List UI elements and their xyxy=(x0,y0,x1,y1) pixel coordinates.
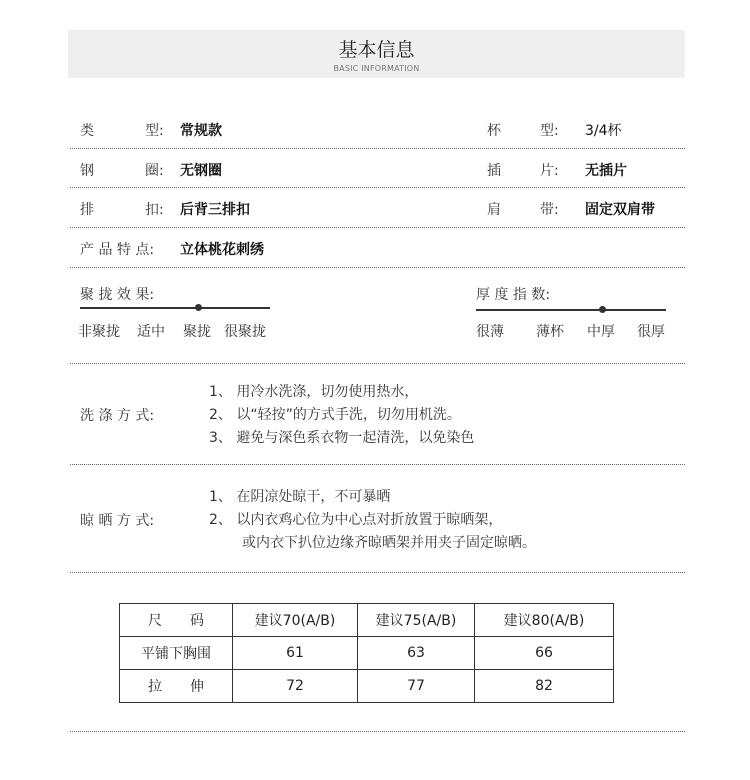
thickness-scale xyxy=(476,309,666,311)
spec-label: 肩 xyxy=(487,202,501,218)
spec-label: 型: xyxy=(145,123,164,139)
table-cell: 66 xyxy=(475,637,614,670)
spec-label: 钢 xyxy=(80,163,94,179)
scale-option: 非聚拢 xyxy=(78,324,120,340)
spec-label: 片: xyxy=(540,163,559,179)
scale-option: 很厚 xyxy=(637,324,665,340)
spec-value: 后背三排扣 xyxy=(180,202,250,218)
washing-line: 1、 用冷水洗涤，切勿使用热水， xyxy=(209,384,419,400)
divider xyxy=(70,227,685,228)
scale-option: 薄杯 xyxy=(536,324,564,340)
spec-label: 杯 xyxy=(487,123,501,139)
spec-label: 型: xyxy=(540,123,559,139)
divider xyxy=(70,187,685,188)
washing-line: 2、 以“轻按”的方式手洗，切勿用机洗。 xyxy=(209,407,461,423)
table-header: 建议75(A/B) xyxy=(358,604,475,637)
divider xyxy=(70,572,685,573)
table-cell: 平铺下胸围 xyxy=(120,637,233,670)
scale-option: 很聚拢 xyxy=(224,324,266,340)
divider xyxy=(70,363,685,364)
size-table xyxy=(119,603,614,703)
table-header: 尺 码 xyxy=(120,604,233,637)
drying-label: 晾 晒 方 式: xyxy=(80,513,155,529)
table-cell: 63 xyxy=(358,637,475,670)
push-up-label: 聚 拢 效 果: xyxy=(80,287,155,303)
table-header: 建议70(A/B) xyxy=(233,604,358,637)
washing-label: 洗 涤 方 式: xyxy=(80,408,155,424)
spec-value: 无钢圈 xyxy=(180,163,222,179)
divider xyxy=(70,267,685,268)
feature-value: 立体桃花刺绣 xyxy=(180,242,264,258)
thickness-marker xyxy=(599,306,606,313)
table-header-row xyxy=(120,604,614,637)
spec-label: 圈: xyxy=(145,163,164,179)
divider xyxy=(70,731,685,732)
divider xyxy=(70,148,685,149)
scale-option: 中厚 xyxy=(587,324,615,340)
scale-option: 聚拢 xyxy=(183,324,211,340)
section-header xyxy=(68,30,685,78)
spec-label: 排 xyxy=(80,202,94,218)
feature-label: 产 品 特 点: xyxy=(80,242,155,258)
table-cell: 61 xyxy=(233,637,358,670)
push-up-marker xyxy=(195,304,202,311)
section-subtitle: BASIC INFORMATION xyxy=(333,64,420,73)
table-cell: 拉 伸 xyxy=(120,670,233,703)
table-header: 建议80(A/B) xyxy=(475,604,614,637)
washing-line: 3、 避免与深色系衣物一起清洗，以免染色 xyxy=(209,430,475,446)
table-cell: 82 xyxy=(475,670,614,703)
spec-value: 固定双肩带 xyxy=(585,202,655,218)
spec-label: 类 xyxy=(80,123,94,139)
spec-label: 带: xyxy=(540,202,559,218)
section-title: 基本信息 xyxy=(338,39,415,61)
spec-label: 扣: xyxy=(145,202,164,218)
thickness-label: 厚 度 指 数: xyxy=(476,287,551,303)
spec-value: 常规款 xyxy=(180,123,222,139)
scale-option: 很薄 xyxy=(476,324,504,340)
push-up-scale xyxy=(80,307,270,309)
spec-label: 插 xyxy=(487,163,501,179)
scale-option: 适中 xyxy=(137,324,165,340)
spec-value: 无插片 xyxy=(585,163,627,179)
table-cell: 77 xyxy=(358,670,475,703)
drying-line: 1、 在阴凉处晾干，不可暴晒 xyxy=(209,489,391,505)
table-row xyxy=(120,637,614,670)
drying-line: 2、 以内衣鸡心位为中心点对折放置于晾晒架， xyxy=(209,512,503,528)
table-cell: 72 xyxy=(233,670,358,703)
divider xyxy=(70,464,685,465)
spec-value: 3/4杯 xyxy=(585,123,622,139)
table-row xyxy=(120,670,614,703)
drying-line: 或内衣下扒位边缘齐晾晒架并用夹子固定晾晒。 xyxy=(242,535,536,551)
